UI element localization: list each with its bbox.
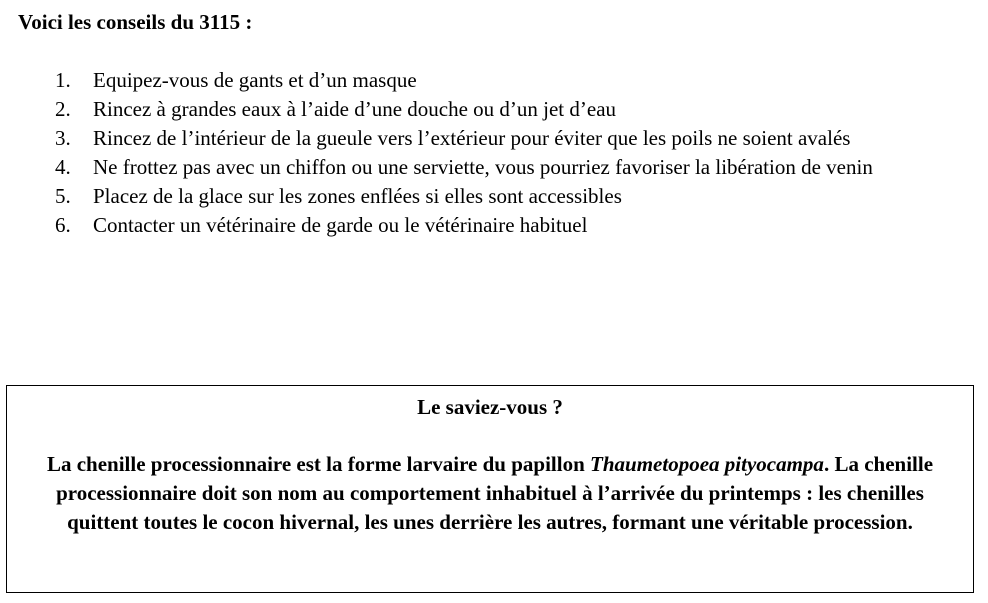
list-item-text: Placez de la glace sur les zones enflées si elles sont accessibles [93, 184, 622, 208]
list-item [0, 95, 980, 124]
info-box-title: Le saviez-vous ? [417, 395, 563, 419]
list-item-text: Ne frottez pas avec un chiffon ou une serviette, vous pourriez favoriser la libération de venin [93, 155, 873, 179]
list-item-number: 4. [55, 155, 71, 179]
list-item-text: Contacter un vétérinaire de garde ou le vétérinaire habituel [93, 213, 588, 237]
list-item-number: 5. [55, 184, 71, 208]
page-heading: Voici les conseils du 3115 : [18, 10, 253, 34]
list-item-text: Rincez à grandes eaux à l’aide d’une douche ou d’un jet d’eau [93, 97, 617, 121]
list-item-text: Rincez de l’intérieur de la gueule vers l’extérieur pour éviter que les poils ne soient avalés [93, 126, 851, 150]
list-item-number: 6. [55, 213, 71, 237]
list-item [0, 153, 980, 182]
info-sentence-intro: La chenille processionnaire est la forme larvaire du papillon [46, 452, 591, 476]
list-item [0, 124, 980, 153]
species-name: Thaumetopoea pityocampa [590, 452, 824, 476]
list-item [0, 182, 980, 211]
list-item-text: Equipez-vous de gants et d’un masque [93, 68, 417, 92]
list-item-number: 3. [55, 126, 71, 150]
info-sentence-end: . [823, 452, 830, 476]
info-box-body [7, 450, 973, 537]
info-sentence-procession: La chenille processionnaire doit son nom au comportement inhabituel à l’arrivée du printemps : les chenilles quittent toutes le cocon hivernal, les unes derrière les autres, formant une véritable procession. [56, 452, 934, 534]
list-item [0, 66, 980, 95]
advice-list [0, 66, 980, 240]
list-item [0, 211, 980, 240]
list-item-number: 1. [55, 68, 71, 92]
list-item-number: 2. [55, 97, 71, 121]
did-you-know-box [6, 385, 974, 593]
